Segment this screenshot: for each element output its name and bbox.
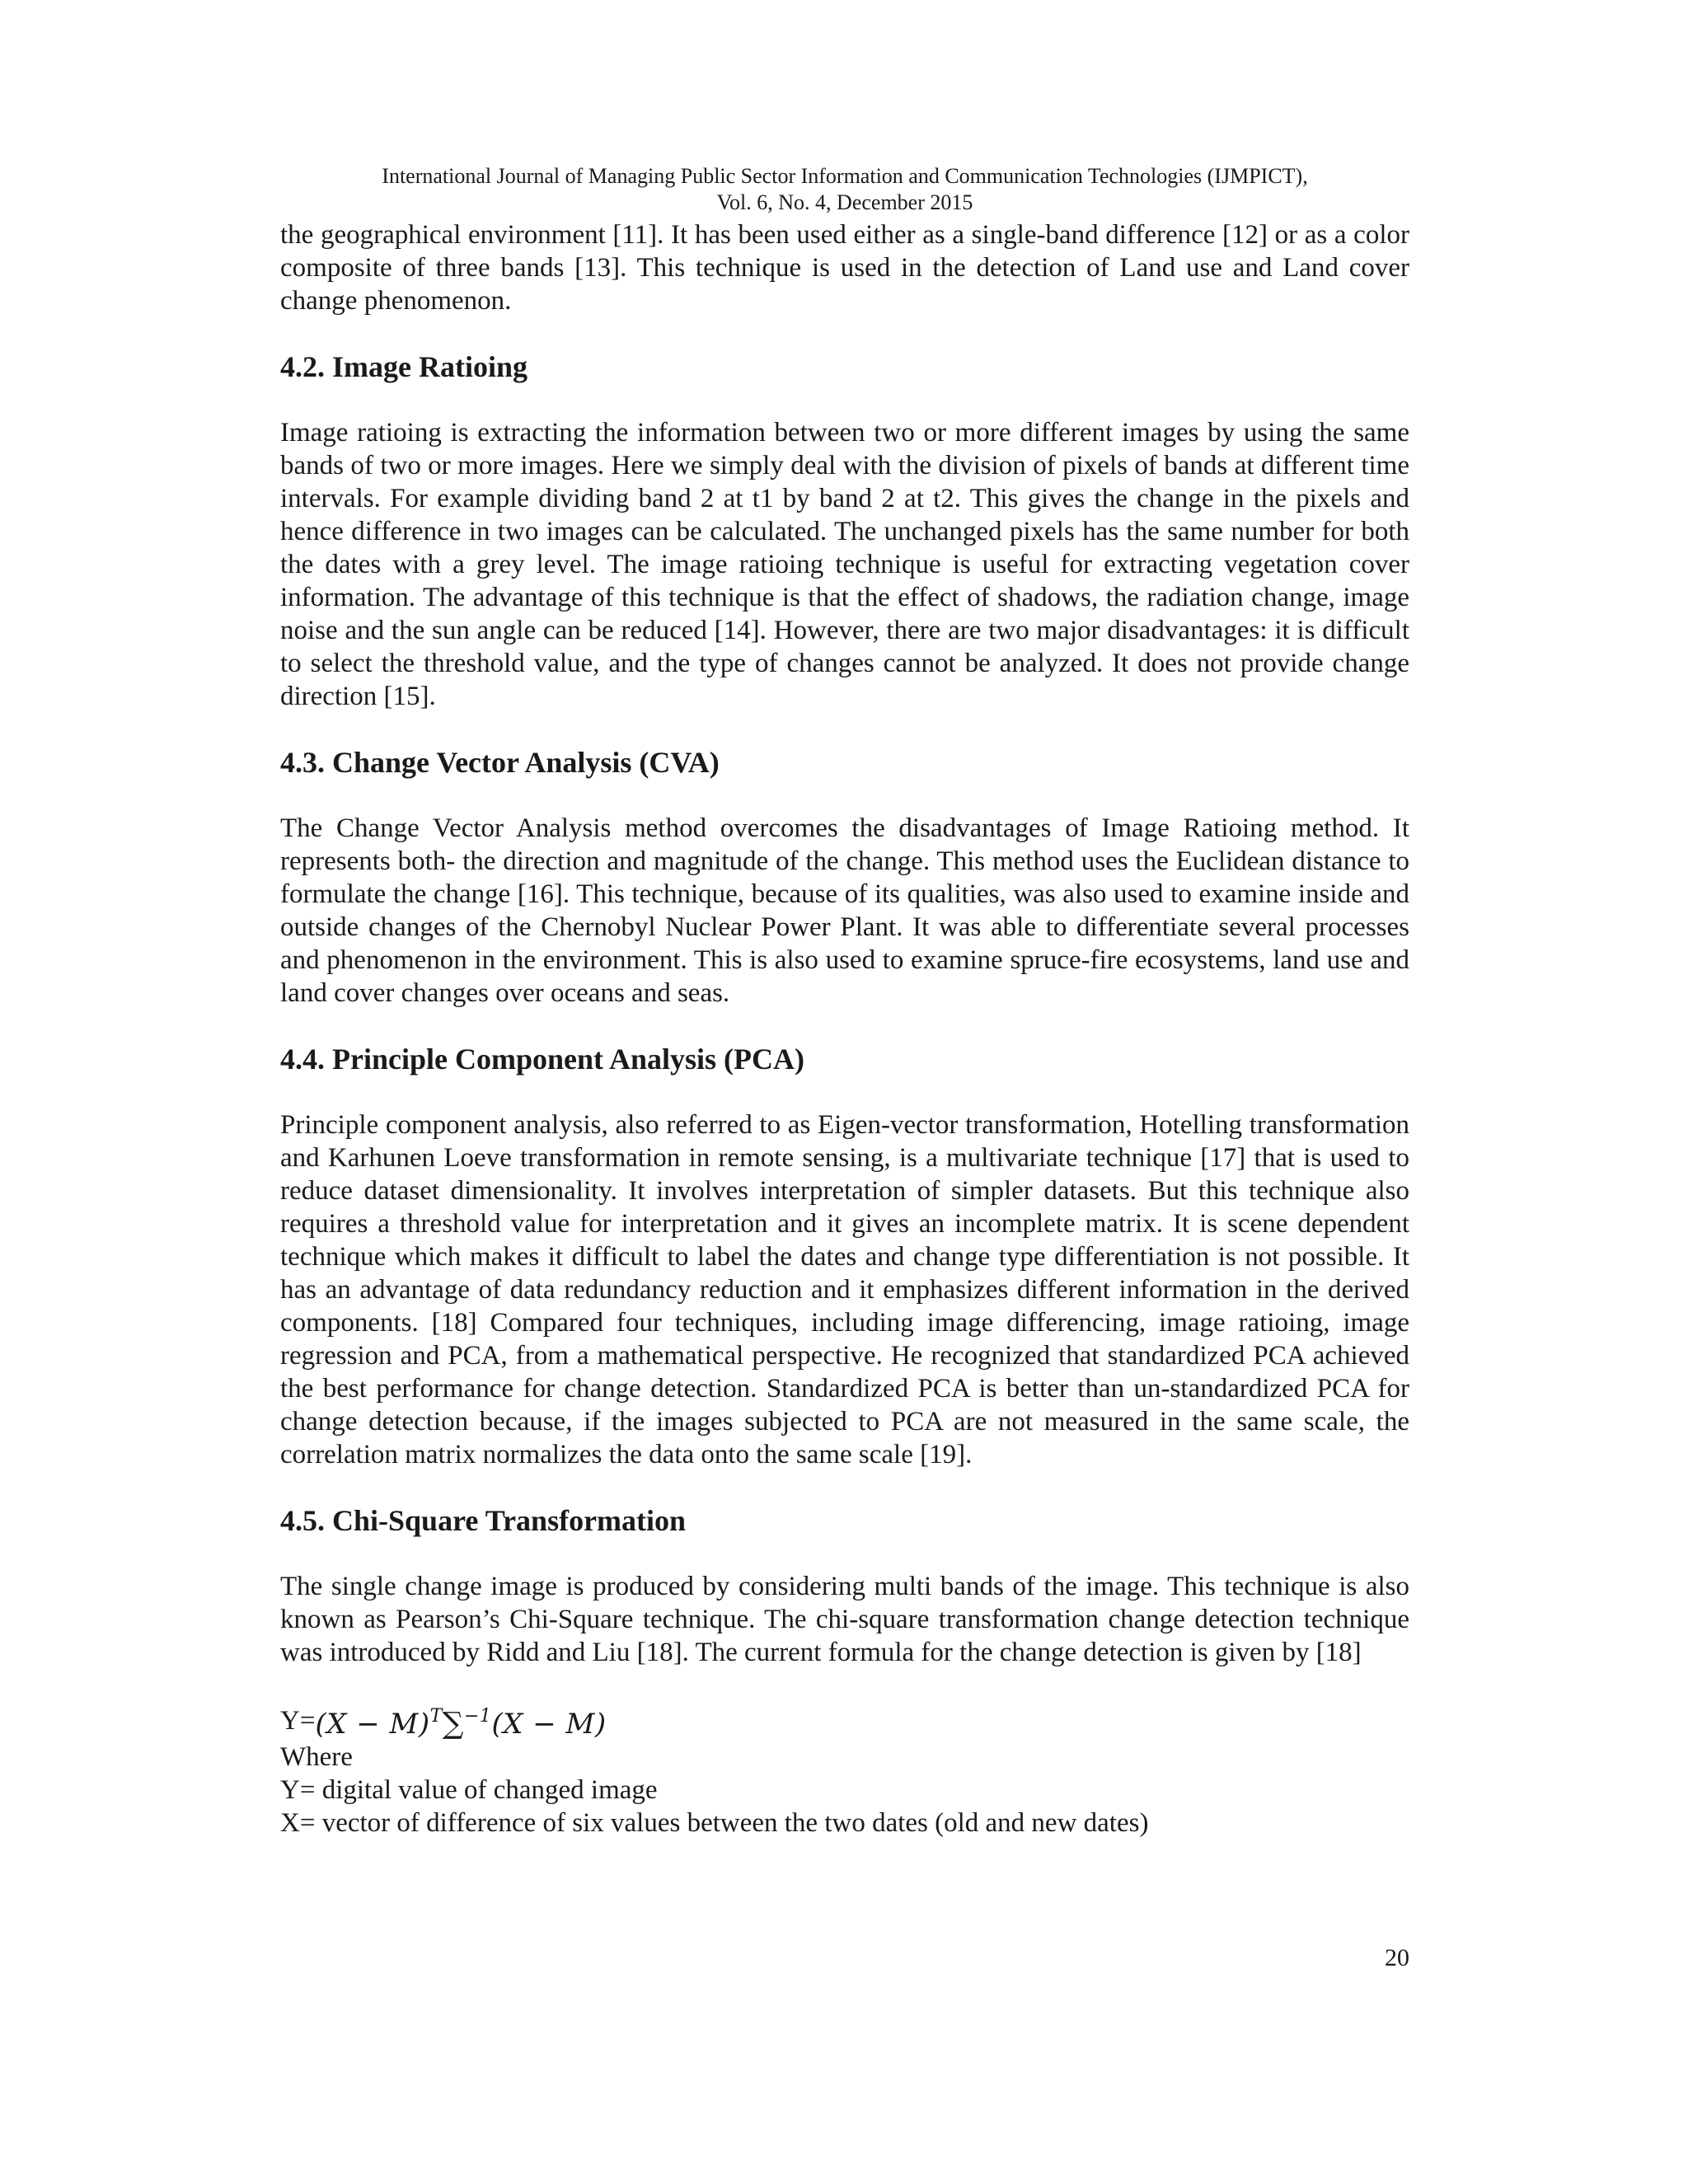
- formula-lhs: (X − M): [315, 1708, 430, 1741]
- formula-transpose: T: [429, 1706, 443, 1727]
- spacer: [280, 780, 1409, 812]
- spacer: [280, 1471, 1409, 1502]
- formula-prefix: Y=: [280, 1705, 316, 1736]
- section-heading-chi-square: 4.5. Chi-Square Transformation: [280, 1504, 687, 1537]
- spacer: [280, 1077, 1409, 1108]
- spacer: [280, 385, 1409, 416]
- spacer: [280, 1539, 1409, 1570]
- section-paragraph-chi-square: The single change image is produced by considering multi bands of the image. This technique is also known as Pearson’s Chi-Square technique. The chi-square transformation change detection technique was introduced by Ridd and Liu [18]. The current formula for the change detection is given by [18]: [280, 1572, 1409, 1667]
- journal-header: [280, 163, 1409, 216]
- chi-square-formula: [280, 1700, 1409, 1741]
- y-definition: Y= digital value of changed image: [280, 1775, 658, 1805]
- formula-rhs: (X − M): [491, 1708, 607, 1741]
- x-definition: X= vector of difference of six values between the two dates (old and new dates): [280, 1808, 1149, 1838]
- spacer: [280, 713, 1409, 744]
- page-number: 20: [1385, 1944, 1409, 1971]
- journal-header-line-2: Vol. 6, No. 4, December 2015: [716, 190, 973, 214]
- sigma-symbol: ∑: [442, 1707, 464, 1741]
- section-paragraph-image-ratioing: Image ratioing is extracting the information between two or more different images by using the same bands of two or more images. Here we simply deal with the division of pixels of bands at different time intervals. For example dividing band 2 at t1 by band 2 at t2. This gives the change in the pixels and hence difference in two images can be calculated. The unchanged pixels has the same number for both the dates with a grey level. The image ratioing technique is useful for extracting vegetation cover information. The advantage of this technique is that the effect of shadows, the radiation change, image noise and the sun angle can be reduced [14]. However, there are two major disadvantages: it is difficult to select the threshold value, and the type of changes cannot be analyzed. It does not provide change direction [15].: [280, 418, 1409, 711]
- section-heading-cva: 4.3. Change Vector Analysis (CVA): [280, 746, 720, 779]
- spacer: [280, 1010, 1409, 1041]
- formula-inverse: −1: [464, 1706, 492, 1727]
- document-body: [280, 218, 1409, 1840]
- where-label: Where: [280, 1742, 353, 1772]
- intro-paragraph: the geographical environment [11]. It has been used either as a single-band difference [12] or as a color composite of three bands [13]. This technique is used in the detection of Land use and Land cover change phenomenon.: [280, 220, 1409, 316]
- section-paragraph-cva: The Change Vector Analysis method overcomes the disadvantages of Image Ratioing method. It represents both- the direction and magnitude of the change. This method uses the Euclidean distance to formulate the change [16]. This technique, because of its qualities, was also used to examine inside and outside changes of the Chernobyl Nuclear Power Plant. It was able to differentiate several processes and phenomenon in the environment. This is also used to examine spruce-fire ecosystems, land use and land cover changes over oceans and seas.: [280, 813, 1409, 1008]
- section-paragraph-pca: Principle component analysis, also referred to as Eigen-vector transformation, Hotelling transformation and Karhunen Loeve transformation in remote sensing, is a multivariate technique [17] that is used to reduce dataset dimensionality. It involves interpretation of simpler datasets. But this technique also requires a threshold value for interpretation and it gives an incomplete matrix. It is scene dependent technique which makes it difficult to label the dates and change type differentiation is not possible. It has an advantage of data redundancy reduction and it emphasizes different information in the derived components. [18] Compared four techniques, including image differencing, image ratioing, image regression and PCA, from a mathematical perspective. He recognized that standardized PCA achieved the best performance for change detection. Standardized PCA is better than un-standardized PCA for change detection because, if the images subjected to PCA are not measured in the same scale, the correlation matrix normalizes the data onto the same scale [19].: [280, 1110, 1409, 1469]
- section-heading-pca: 4.4. Principle Component Analysis (PCA): [280, 1043, 805, 1076]
- section-heading-image-ratioing: 4.2. Image Ratioing: [280, 350, 528, 383]
- spacer: [280, 317, 1409, 349]
- formula-expression: [315, 1700, 606, 1741]
- journal-header-line-1: International Journal of Managing Public Sector Information and Communication Technologies (IJMPICT),: [382, 164, 1308, 188]
